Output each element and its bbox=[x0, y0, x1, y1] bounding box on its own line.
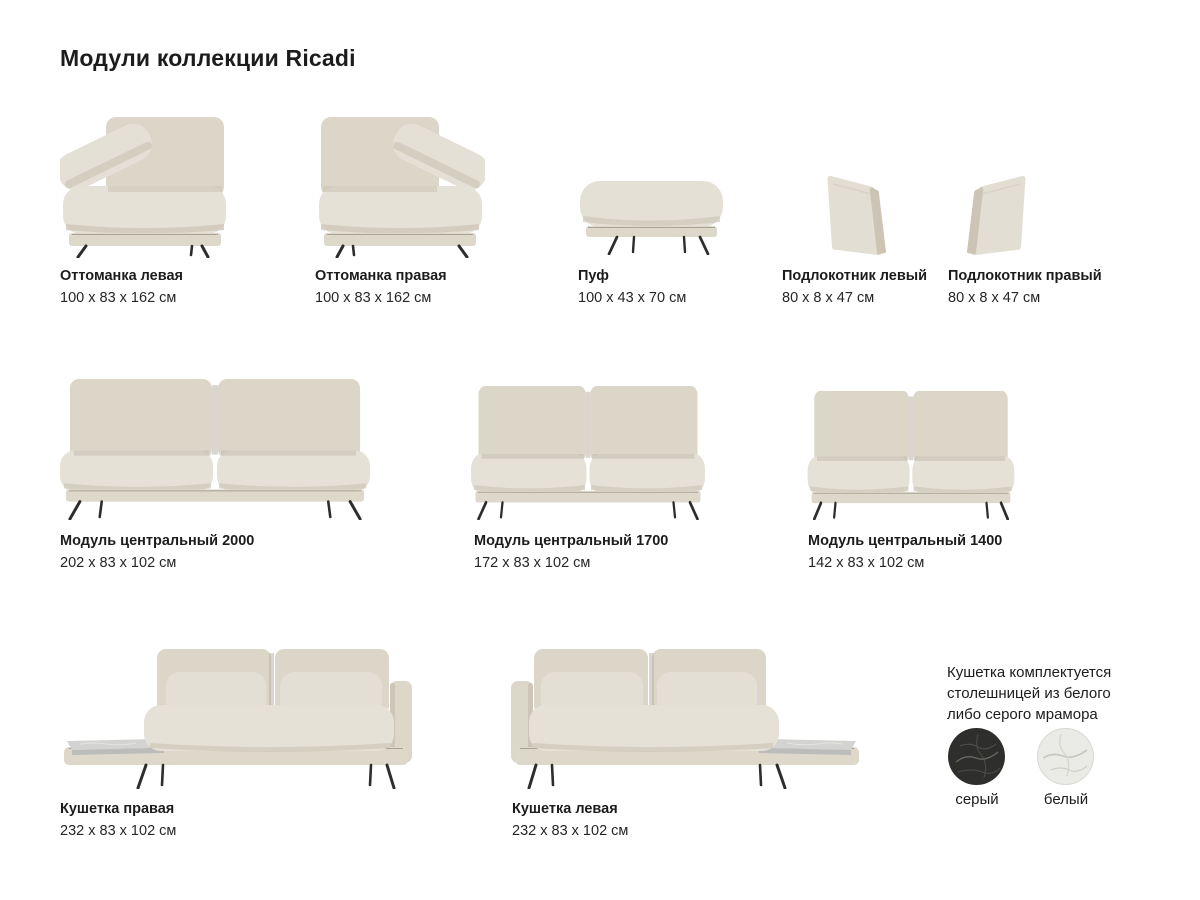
marble-note-line: столешницей из белого bbox=[947, 685, 1111, 702]
module-1400-label bbox=[808, 531, 1002, 573]
module-2000-image bbox=[56, 377, 374, 520]
product-dimensions: 202 x 83 x 102 см bbox=[60, 555, 177, 571]
couch-left-illustration bbox=[511, 647, 863, 789]
grey-swatch-label: серый bbox=[955, 791, 999, 808]
couch-right-image bbox=[60, 647, 412, 789]
armrest-left-illustration bbox=[805, 166, 895, 256]
product-dimensions: 232 x 83 x 102 см bbox=[512, 823, 629, 839]
product-dimensions: 100 x 83 x 162 см bbox=[315, 290, 432, 306]
white-marble-icon bbox=[1037, 728, 1094, 785]
marble-note-line: либо серого мрамора bbox=[947, 706, 1098, 723]
marble-note bbox=[947, 662, 1187, 725]
pouf-image bbox=[578, 178, 725, 255]
ottoman-left-illustration bbox=[60, 112, 230, 258]
armrest-left-label bbox=[782, 266, 927, 308]
product-name: Модуль центральный 1400 bbox=[808, 533, 1003, 549]
marble-note-line: Кушетка комплектуется bbox=[947, 664, 1112, 681]
ottoman-left-label bbox=[60, 266, 183, 308]
ottoman-right-illustration bbox=[315, 112, 485, 258]
product-name: Подлокотник левый bbox=[782, 268, 928, 284]
couch-right-label bbox=[60, 799, 176, 841]
product-name: Пуф bbox=[578, 268, 609, 284]
armrest-right-label bbox=[948, 266, 1102, 308]
couch-left-label bbox=[512, 799, 628, 841]
marble-swatch-grey[interactable] bbox=[948, 728, 1005, 785]
product-name: Модуль центральный 1700 bbox=[474, 533, 669, 549]
couch-left-image bbox=[511, 647, 863, 789]
armrest-right-illustration bbox=[958, 166, 1048, 256]
white-swatch-label: белый bbox=[1043, 791, 1089, 808]
pouf-label bbox=[578, 266, 686, 308]
module-1700-illustration bbox=[468, 384, 708, 520]
grey-marble-icon bbox=[948, 728, 1005, 785]
product-name: Оттоманка левая bbox=[60, 268, 183, 284]
product-dimensions: 142 x 83 x 102 см bbox=[808, 555, 925, 571]
product-name: Подлокотник правый bbox=[948, 268, 1102, 284]
couch-right-illustration bbox=[60, 647, 412, 789]
product-dimensions: 100 x 43 x 70 см bbox=[578, 290, 687, 306]
module-1400-illustration bbox=[805, 389, 1017, 520]
product-name: Оттоманка правая bbox=[315, 268, 447, 284]
product-dimensions: 100 x 83 x 162 см bbox=[60, 290, 177, 306]
product-dimensions: 80 x 8 x 47 см bbox=[782, 290, 875, 306]
ottoman-right-image bbox=[315, 112, 485, 258]
module-1700-image bbox=[468, 384, 708, 520]
armrest-right-image bbox=[958, 166, 1048, 256]
product-dimensions: 172 x 83 x 102 см bbox=[474, 555, 591, 571]
product-name: Модуль центральный 2000 bbox=[60, 533, 255, 549]
marble-swatch-white[interactable] bbox=[1037, 728, 1094, 785]
product-name: Кушетка правая bbox=[60, 801, 175, 817]
armrest-left-image bbox=[805, 166, 895, 256]
module-1400-image bbox=[805, 389, 1017, 520]
ottoman-left-image bbox=[60, 112, 230, 258]
product-dimensions: 80 x 8 x 47 см bbox=[948, 290, 1041, 306]
ottoman-right-label bbox=[315, 266, 447, 308]
product-name: Кушетка левая bbox=[512, 801, 618, 817]
module-2000-illustration bbox=[56, 377, 374, 520]
product-dimensions: 232 x 83 x 102 см bbox=[60, 823, 177, 839]
page-title: Модули коллекции Ricadi bbox=[60, 45, 356, 71]
module-1700-label bbox=[474, 531, 668, 573]
module-2000-label bbox=[60, 531, 254, 573]
pouf-illustration bbox=[578, 178, 725, 255]
